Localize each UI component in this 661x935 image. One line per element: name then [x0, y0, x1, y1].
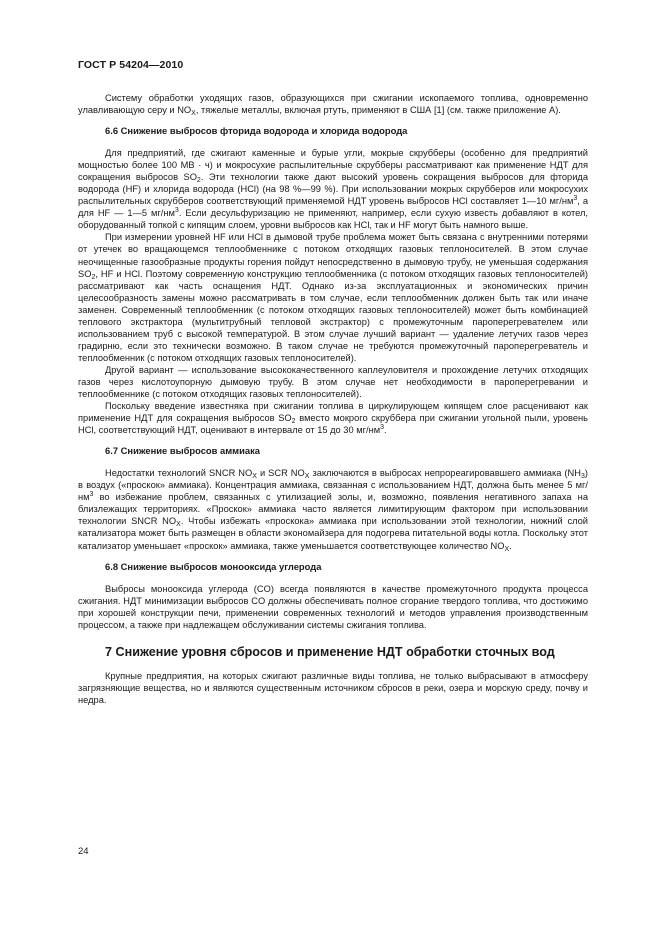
section-6-7-paragraph-1: Недостатки технологий SNCR $NO_X$ и SCR $NO_X$ заключаются в выбросах непрореагировавшего аммиака $(NH_3)$ в воздух («проскок» аммиака). Концентрация аммиака, связанная с использованием НДТ, должна быть менее 5 $мг/нм^3$ во избежание проблем, связанных с утилизацией золы, и, возможно, появления негативного запаха на близлежащих территориях. «Проскок» аммиака часто является лимитирующим фактором при использовании технологии SNCR $NO_X$. Чтобы избежать «проскока» аммиака при использовании этой технологии, нижний слой катализатора может быть размещен в области экономайзера для подогрева питательной воды котла. Поскольку этот катализатор уменьшает «проскок» аммиака, также уменьшается соответствующее количество $NO_X$.	[78, 468, 588, 553]
section-6-6-paragraph-2: При измерении уровней HF или HCl в дымовой трубе проблема может быть связана с внутренними потерями от утечек во вращающемся теплообменнике с потоком отходящих газовых теплоносителей. В этом случае неочищенные газообразные продукты горения пойдут непосредственно в дымовую трубу, не уменьшая содержания $SO_2$, HF и HCl. Поэтому современную конструкцию теплообменника (с потоком отходящих газовых теплоносителей) рассматривают как часть оснащения НДТ. Однако из-за эксплуатационных и экономических причин целесообразность замены можно рассматривать в том случае, если теплообменник должен быть так или иначе заменен. Современный теплообменник (с потоком отходящих газовых теплоносителей) может быть комбинацией теплового экстрактора (мультитрубный тепловой экстрактор) с промежуточным пароперегревателем или использованием труб с высокой температурой. В этом случае лучший вариант — удаление летучих газов через градирню, если это технически возможно. В таком случае не требуются промежуточный пароперегреватель и теплообменник (с потоком отходящих газовых теплоносителей).	[78, 232, 588, 363]
section-6-6-paragraph-1: Для предприятий, где сжигают каменные и бурые угли, мокрые скрубберы (особенно для предприятий мощностью более 100 МВ · ч) и мокросухие распылительные скрубберы рассматривают как применение НДТ для сокращения выбросов $SO_2$. Эти технологии также дают высокий уровень сокращения выбросов для фторида водорода (HF) и хлорида водорода (HCl) (на 98 %—99 %). При использовании мокрых скрубберов или мокросухих распылительных скрубберов соответствующий применяемой НДТ уровень выбросов HCl составляет 1—10 $мг/нм^3$, а для HF — 1—5 $мг/нм^3$. Если десульфуризацию не применяют, например, если сухую известь добавляют в котел, оборудованный топкой с кипящим слоем, уровни выбросов как HCl, так и HF могут быть намного выше.	[78, 148, 589, 231]
document-body	[78, 92, 588, 706]
section-6-6-paragraph-3: Другой вариант — использование высококачественного каплеуловителя и прохождение летучих отходящих газов через кислотоупорную дымовую трубу. В этом случае нет необходимости в пароперегревании и теплообменнике (с потоком отходящих газовых теплоносителей).	[78, 364, 588, 400]
intro-paragraph: Систему обработки уходящих газов, образующихся при сжигании ископаемого топлива, одновременно улавливающую серу и $NO_X$, тяжелые металлы, включая ртуть, применяют в США [1] (см. также приложение А).	[78, 93, 588, 118]
standard-header: ГОСТ Р 54204—2010	[78, 59, 184, 71]
section-7-heading: 7 Снижение уровня сбросов и применение НДТ обработки сточных вод	[105, 644, 555, 659]
page-number: 24	[78, 846, 89, 857]
section-6-6-heading: 6.6 Снижение выбросов фторида водорода и хлорида водорода	[105, 125, 408, 137]
section-7-paragraph-1: Крупные предприятия, на которых сжигают различные виды топлива, не только выбрасывают в атмосферу загрязняющие вещества, но и являются существенным источником сбросов в реки, озера и морскую среду, почву и недра.	[78, 670, 588, 705]
section-6-8-paragraph-1: Выбросы монооксида углерода (CO) всегда появляются в качестве промежуточного продукта процесса сжигания. НДТ минимизации выбросов CO должны обеспечивать полное сгорание твердого топлива, что достижимо при хорошей конструкции печи, применении современных технологий и методов управления производственным процессом, а также при надлежащем обслуживании системы сжигания топлива.	[78, 583, 588, 630]
section-6-8-heading: 6.8 Снижение выбросов монооксида углерода	[105, 560, 322, 572]
section-6-7-heading: 6.7 Снижение выбросов аммиака	[105, 445, 260, 457]
section-6-6-paragraph-4: Поскольку введение известняка при сжигании топлива в циркулирующем кипящем слое расценивают как применение НДТ для сокращения выбросов $SO_2$ вместо мокрого скруббера при сжигании угольной пыли, уровень HCl, соответствующий НДТ, оценивают в интервале от 15 до 30 $мг/нм^3$.	[78, 401, 588, 436]
